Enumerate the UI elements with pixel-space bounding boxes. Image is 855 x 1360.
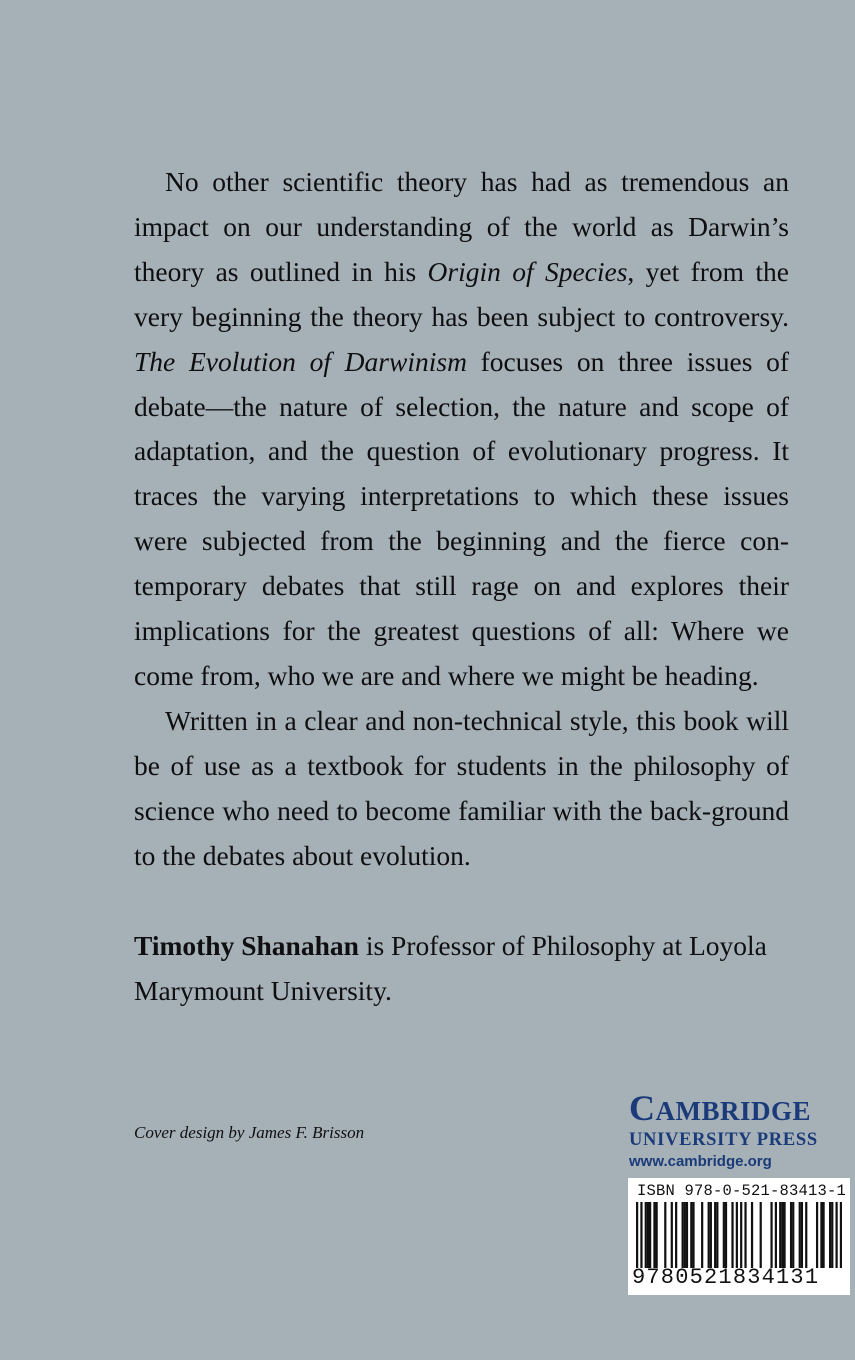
book-title-origin-of-species: Origin of Species (427, 255, 628, 287)
barcode-bar (692, 1202, 694, 1268)
publisher-url: www.cambridge.org (629, 1153, 772, 1170)
barcode-bar (740, 1202, 742, 1268)
barcode-bar (790, 1202, 792, 1268)
author-name: Timothy Shanahan (134, 930, 359, 961)
barcode-bar (801, 1202, 803, 1268)
back-cover-blurb (134, 160, 789, 879)
barcode-bar (820, 1202, 822, 1268)
barcode-bar (649, 1202, 651, 1268)
barcode-bar (708, 1202, 710, 1268)
barcode-digits: 9780521834131 (632, 1265, 820, 1290)
barcode-bar (714, 1202, 716, 1268)
blurb-paragraph-2: Written in a clear and non-technical style, this book will be of use as a textbook for students in the philosophy of science who need to become familiar with the back-ground to the debates about evolution. (134, 704, 789, 871)
barcode-bar (744, 1202, 746, 1268)
barcode-bar (682, 1202, 684, 1268)
isbn-label: ISBN 978-0-521-83413-1 (637, 1182, 847, 1200)
blurb-text-1: No other scientific theory has had as tremendous an impact on our understanding of the world as Darwin’s theory as outlined in his (134, 166, 789, 287)
barcode-bar (822, 1202, 824, 1268)
barcode-bar (684, 1202, 686, 1268)
barcode-bar (736, 1202, 738, 1268)
barcode-bar (636, 1202, 638, 1268)
barcode-bar (716, 1202, 718, 1268)
barcode-bar (799, 1202, 801, 1268)
book-title-evolution-of-darwinism: The Evolution of Darwinism (134, 345, 467, 377)
barcode-bar (701, 1202, 703, 1268)
barcode-bar (816, 1202, 818, 1268)
barcode-bar (725, 1202, 727, 1268)
blurb-text-2: , yet from the very beginning the theory has been subject to controversy. (134, 255, 789, 332)
barcode-bar (723, 1202, 725, 1268)
barcode-bar (671, 1202, 673, 1268)
barcode-bar (760, 1202, 762, 1268)
barcode-bar (792, 1202, 794, 1268)
barcode-bar (731, 1202, 733, 1268)
barcode-bar (779, 1202, 781, 1268)
barcode-bar (781, 1202, 783, 1268)
barcode-bar (686, 1202, 688, 1268)
barcode-bar (805, 1202, 807, 1268)
author-bio-text: is Professor of Philosophy at Loyola Marymount University. (134, 930, 767, 1006)
barcode-bar (835, 1202, 837, 1268)
publisher-subtitle: UNIVERSITY PRESS (629, 1130, 818, 1150)
cover-design-credit: Cover design by James F. Brisson (134, 1123, 365, 1142)
barcode-bars (636, 1202, 842, 1268)
barcode-bar (829, 1202, 831, 1268)
barcode-bar (690, 1202, 692, 1268)
isbn-barcode (628, 1178, 850, 1295)
barcode-bar (656, 1202, 658, 1268)
barcode-bar (647, 1202, 649, 1268)
barcode-bar (783, 1202, 785, 1268)
barcode-bar (751, 1202, 753, 1268)
barcode-bar (664, 1202, 666, 1268)
publisher-logo (629, 1088, 851, 1173)
barcode-bar (831, 1202, 833, 1268)
barcode-bar (640, 1202, 642, 1268)
barcode-bar (770, 1202, 772, 1268)
barcode-bar (645, 1202, 647, 1268)
blurb-paragraph-1 (134, 160, 789, 699)
barcode-bar (775, 1202, 777, 1268)
blurb-text-3: focuses on three issues of debate—the nature of selection, the nature and scope of adaptation, and the question of evolutionary progress. It traces the varying interpretations to which these issues were subjected from the beginning and the fierce con-temporary debates that still rage on and explores their implications for the greatest questions of all: Where we come from, who we are and where we might be heading. (134, 345, 790, 691)
publisher-name: CAMBRIDGE (629, 1088, 812, 1128)
barcode-bar (840, 1202, 842, 1268)
author-bio (134, 924, 794, 1014)
barcode-bar (710, 1202, 712, 1268)
barcode-bar (653, 1202, 655, 1268)
barcode-bar (675, 1202, 677, 1268)
